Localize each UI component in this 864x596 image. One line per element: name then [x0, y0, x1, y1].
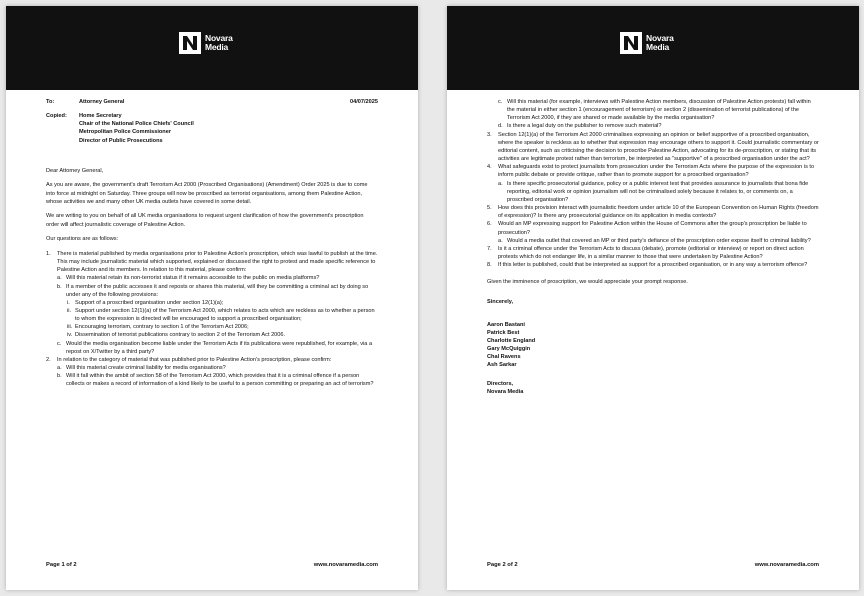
- logo-wordmark: [205, 34, 233, 52]
- question-text: If this letter is published, could that be interpreted as support for a proscribed organisation, or in any way a terrorism offence?: [498, 262, 808, 269]
- sub-question-text: Is there a legal duty on the publisher to remove such material?: [507, 123, 662, 130]
- sub-question-letter: a.: [498, 180, 503, 187]
- letter-body: [46, 98, 378, 389]
- question-number: 7.: [487, 245, 492, 252]
- letter-page-2: [447, 6, 859, 590]
- letter-page-1: [6, 6, 418, 590]
- provision-item: [66, 307, 378, 323]
- directors-label: Directors,: [487, 380, 514, 387]
- page-number: Page 1 of 2: [46, 562, 77, 568]
- sub-question-letter: b.: [57, 283, 62, 290]
- to-label: To:: [46, 99, 55, 105]
- page-header: [447, 6, 859, 90]
- question-continuation: [487, 98, 819, 131]
- sub-question-item: [498, 98, 819, 122]
- signatories: [487, 321, 819, 370]
- sub-question-item: [57, 283, 378, 340]
- sign-off: Sincerely,: [487, 299, 514, 306]
- sub-question-text: Will this material create criminal liability for media organisations?: [66, 365, 226, 372]
- novara-media-logo: [620, 29, 682, 57]
- signatory-name: Chal Ravens: [487, 354, 521, 361]
- question-item: [487, 261, 819, 269]
- logo-line-1: Novara: [205, 33, 233, 43]
- copied-list: [79, 112, 194, 145]
- sub-question-letter: c.: [57, 340, 62, 347]
- page-header: [6, 6, 418, 90]
- sub-question-item: [57, 274, 378, 282]
- sub-question-text: Would a media outlet that covered an MP or third party's defiance of the proscription order expose itself to criminal liability?: [507, 237, 811, 244]
- logo-wordmark: [646, 34, 674, 52]
- page-footer: [487, 562, 819, 568]
- provision-numeral: ii.: [67, 307, 72, 314]
- to-value: Attorney General: [79, 99, 125, 105]
- sub-question-letter: a.: [57, 365, 62, 372]
- provisions-list: [66, 299, 378, 340]
- question-text: There is material published by media organisations prior to Palestine Action's proscription, which was lawful to publish at the time. This may include journalistic material which supported, explained or discussed the right to protest and made specific reference to Palestine Action and its members. In relation to this material, please confirm:: [57, 250, 378, 274]
- sub-question-letter: c.: [498, 99, 503, 105]
- logo-line-1: Novara: [646, 33, 674, 43]
- provision-numeral: i.: [67, 299, 70, 306]
- sub-questions: [57, 274, 378, 356]
- question-text: What safeguards exist to protect journalists from prosecution under the Terrorism Acts where the purpose of the expression is to inform public debate or provide critique, rather than to promote support for a proscribed organisation?: [498, 164, 815, 179]
- copied-label: Copied:: [46, 113, 67, 120]
- novara-media-logo: [179, 29, 241, 57]
- provision-text: Dissemination of terrorist publications contrary to section 2 of the Terrorism Act 2006.: [75, 332, 286, 339]
- novara-n-icon: [179, 32, 201, 54]
- salutation: Dear Attorney General,: [46, 167, 104, 174]
- organisation-name: Novara Media: [487, 388, 524, 395]
- question-item: [46, 356, 378, 389]
- question-number: 3.: [487, 131, 492, 138]
- to-row: [46, 98, 378, 106]
- question-number: 2.: [46, 356, 51, 363]
- sub-questions: [57, 364, 378, 388]
- provision-item: [66, 299, 378, 307]
- novara-n-icon: [620, 32, 642, 54]
- signatory-name: Gary McQuiggin: [487, 346, 531, 353]
- provision-text: Support under section 12(1)(a) of the Terrorism Act 2000, which relates to acts which are reckless as to whether a person to whom the expression is directed will be encouraged to support a proscribed organisation;: [75, 307, 375, 323]
- questions-list: [46, 250, 378, 389]
- sub-question-item: [498, 122, 819, 130]
- sub-question-item: [498, 180, 819, 204]
- sub-question-text: Will this material (for example, interviews with Palestine Action members, discussion of Palestine Action protests) fall within the material in either section 1 (encouragement of terrorism) or section 2 (dissemination of terrorist publications) of the Terrorism Act 2000, if they are shared or made available by the media organisation?: [507, 99, 811, 122]
- paragraph: As you are aware, the government's draft Terrorism Act 2000 (Proscribed Organisations) (Amendment) Order 2025 is due to come into force at midnight on Saturday. Three groups will now be proscribed as terrorist organisations, among them Palestine Action, whose activities we and many other UK media outlets have covered in some detail.: [46, 182, 368, 205]
- question-number: 8.: [487, 262, 492, 269]
- question-number: 4.: [487, 164, 492, 171]
- copied-item: Home Secretary: [79, 113, 122, 120]
- letter-date: 04/07/2025: [350, 99, 378, 105]
- question-number: 1.: [46, 250, 51, 257]
- question-text: Would an MP expressing support for Palestine Action within the House of Commons after the group's proscription be liable to prosecution?: [498, 221, 807, 236]
- copied-item: Metropolitan Police Commissioner: [79, 129, 172, 136]
- sub-question-item: [57, 364, 378, 372]
- question-item: [46, 250, 378, 356]
- provision-item: [66, 331, 378, 339]
- page-number: Page 2 of 2: [487, 562, 518, 568]
- question-item: [487, 220, 819, 244]
- provision-text: Encouraging terrorism, contrary to section 1 of the Terrorism Act 2006;: [75, 324, 249, 331]
- sub-question-item: [57, 372, 378, 388]
- signatory-name: Aaron Bastani: [487, 321, 525, 328]
- question-number: 6.: [487, 221, 492, 228]
- question-text: Section 12(1)(a) of the Terrorism Act 2000 criminalises expressing an opinion or belief supportive of a proscribed organisation, where the speaker is reckless as to whether that expression may encourage others to support it. Could journalistic commentary or editorial content, such as criticising the decision to proscribe Palestine Action, advocating for its de-proscription, or stating that its activities are legitimate protest rather than terrorism, be interpreted as "supportive" of a proscribed organisation under the act?: [498, 131, 819, 163]
- sub-question-text: Will this material retain its non-terrorist status if it remains accessible to the public on media platforms?: [66, 275, 320, 282]
- copied-item: Chair of the National Police Chiefs' Council: [79, 121, 194, 128]
- question-item: [487, 245, 819, 261]
- question-text: How does this provision interact with journalistic freedom under article 10 of the European Convention on Human Rights (freedom of expression)? Is there any prosecutorial guidance on its application in media contexts?: [498, 205, 819, 220]
- sub-question-item: [498, 237, 819, 245]
- sub-question-text: Will it fall within the ambit of section 58 of the Terrorism Act 2000, which provides that it is a criminal offence if a person collects or makes a record of information of a kind likely to be useful to a person committing or preparing an act of terrorism?: [66, 373, 374, 388]
- sub-question-letter: b.: [57, 373, 62, 380]
- provision-item: [66, 323, 378, 331]
- question-number: 5.: [487, 205, 492, 212]
- question-text: Is it a criminal offence under the Terrorism Acts to discuss (debate), promote (editorial or interview) or report on direct action protests which do not endanger life, in a similar manner to those that were undertaken by Palestine Action?: [498, 245, 804, 260]
- directors-block: [487, 380, 819, 396]
- sub-question-letter: a.: [57, 275, 62, 282]
- sub-questions: [498, 237, 819, 245]
- question-text: In relation to the category of material that was published prior to Palestine Action's proscription, please confirm:: [57, 356, 332, 363]
- signatory-name: Patrick Best: [487, 329, 520, 336]
- question-item: [487, 131, 819, 164]
- closing-paragraph: Given the imminence of proscription, we would appreciate your prompt response.: [487, 279, 688, 286]
- copied-item: Director of Public Prosecutions: [79, 137, 163, 144]
- sub-question-text: Would the media organisation become liable under the Terrorism Acts if its publications were republished, for example, via a repost on X/Twitter by a third party?: [66, 340, 373, 355]
- letter-body: [487, 98, 819, 396]
- sub-question-item: [57, 340, 378, 356]
- questions-list: [487, 98, 819, 269]
- page-footer: [46, 562, 378, 568]
- sub-question-letter: a.: [498, 237, 503, 244]
- paragraph: Our questions are as follows:: [46, 236, 119, 243]
- provision-numeral: iii.: [67, 324, 73, 331]
- copied-row: [46, 112, 378, 145]
- footer-url: www.novaramedia.com: [313, 562, 378, 568]
- provision-text: Support of a proscribed organisation under section 12(1)(a);: [75, 299, 224, 306]
- signatory-name: Ash Sarkar: [487, 362, 517, 369]
- sub-question-text: If a member of the public accesses it and reposts or shares this material, will they be committing a criminal act by doing so under any of the following provisions:: [66, 283, 369, 298]
- sub-question-letter: d.: [498, 123, 503, 130]
- logo-line-2: Media: [205, 42, 229, 52]
- question-item: [487, 163, 819, 204]
- sub-questions: [498, 180, 819, 204]
- signatory-name: Charlotte England: [487, 337, 536, 344]
- logo-line-2: Media: [646, 42, 670, 52]
- sub-questions: [498, 98, 819, 131]
- sub-question-text: Is there specific prosecutorial guidance, policy or a public interest test that provides assurance to journalists that bona fide reporting, editorial work or opinion journalism will not be criminalised solely because it relates to, or comments on, a proscribed organisation?: [507, 180, 809, 203]
- footer-url: www.novaramedia.com: [754, 562, 819, 568]
- question-item: [487, 204, 819, 220]
- provision-numeral: iv.: [67, 332, 73, 339]
- paragraph: We are writing to you on behalf of all UK media organisations to request urgent clarification of how the government's proscription order will affect journalistic coverage of Palestine Action.: [46, 213, 364, 228]
